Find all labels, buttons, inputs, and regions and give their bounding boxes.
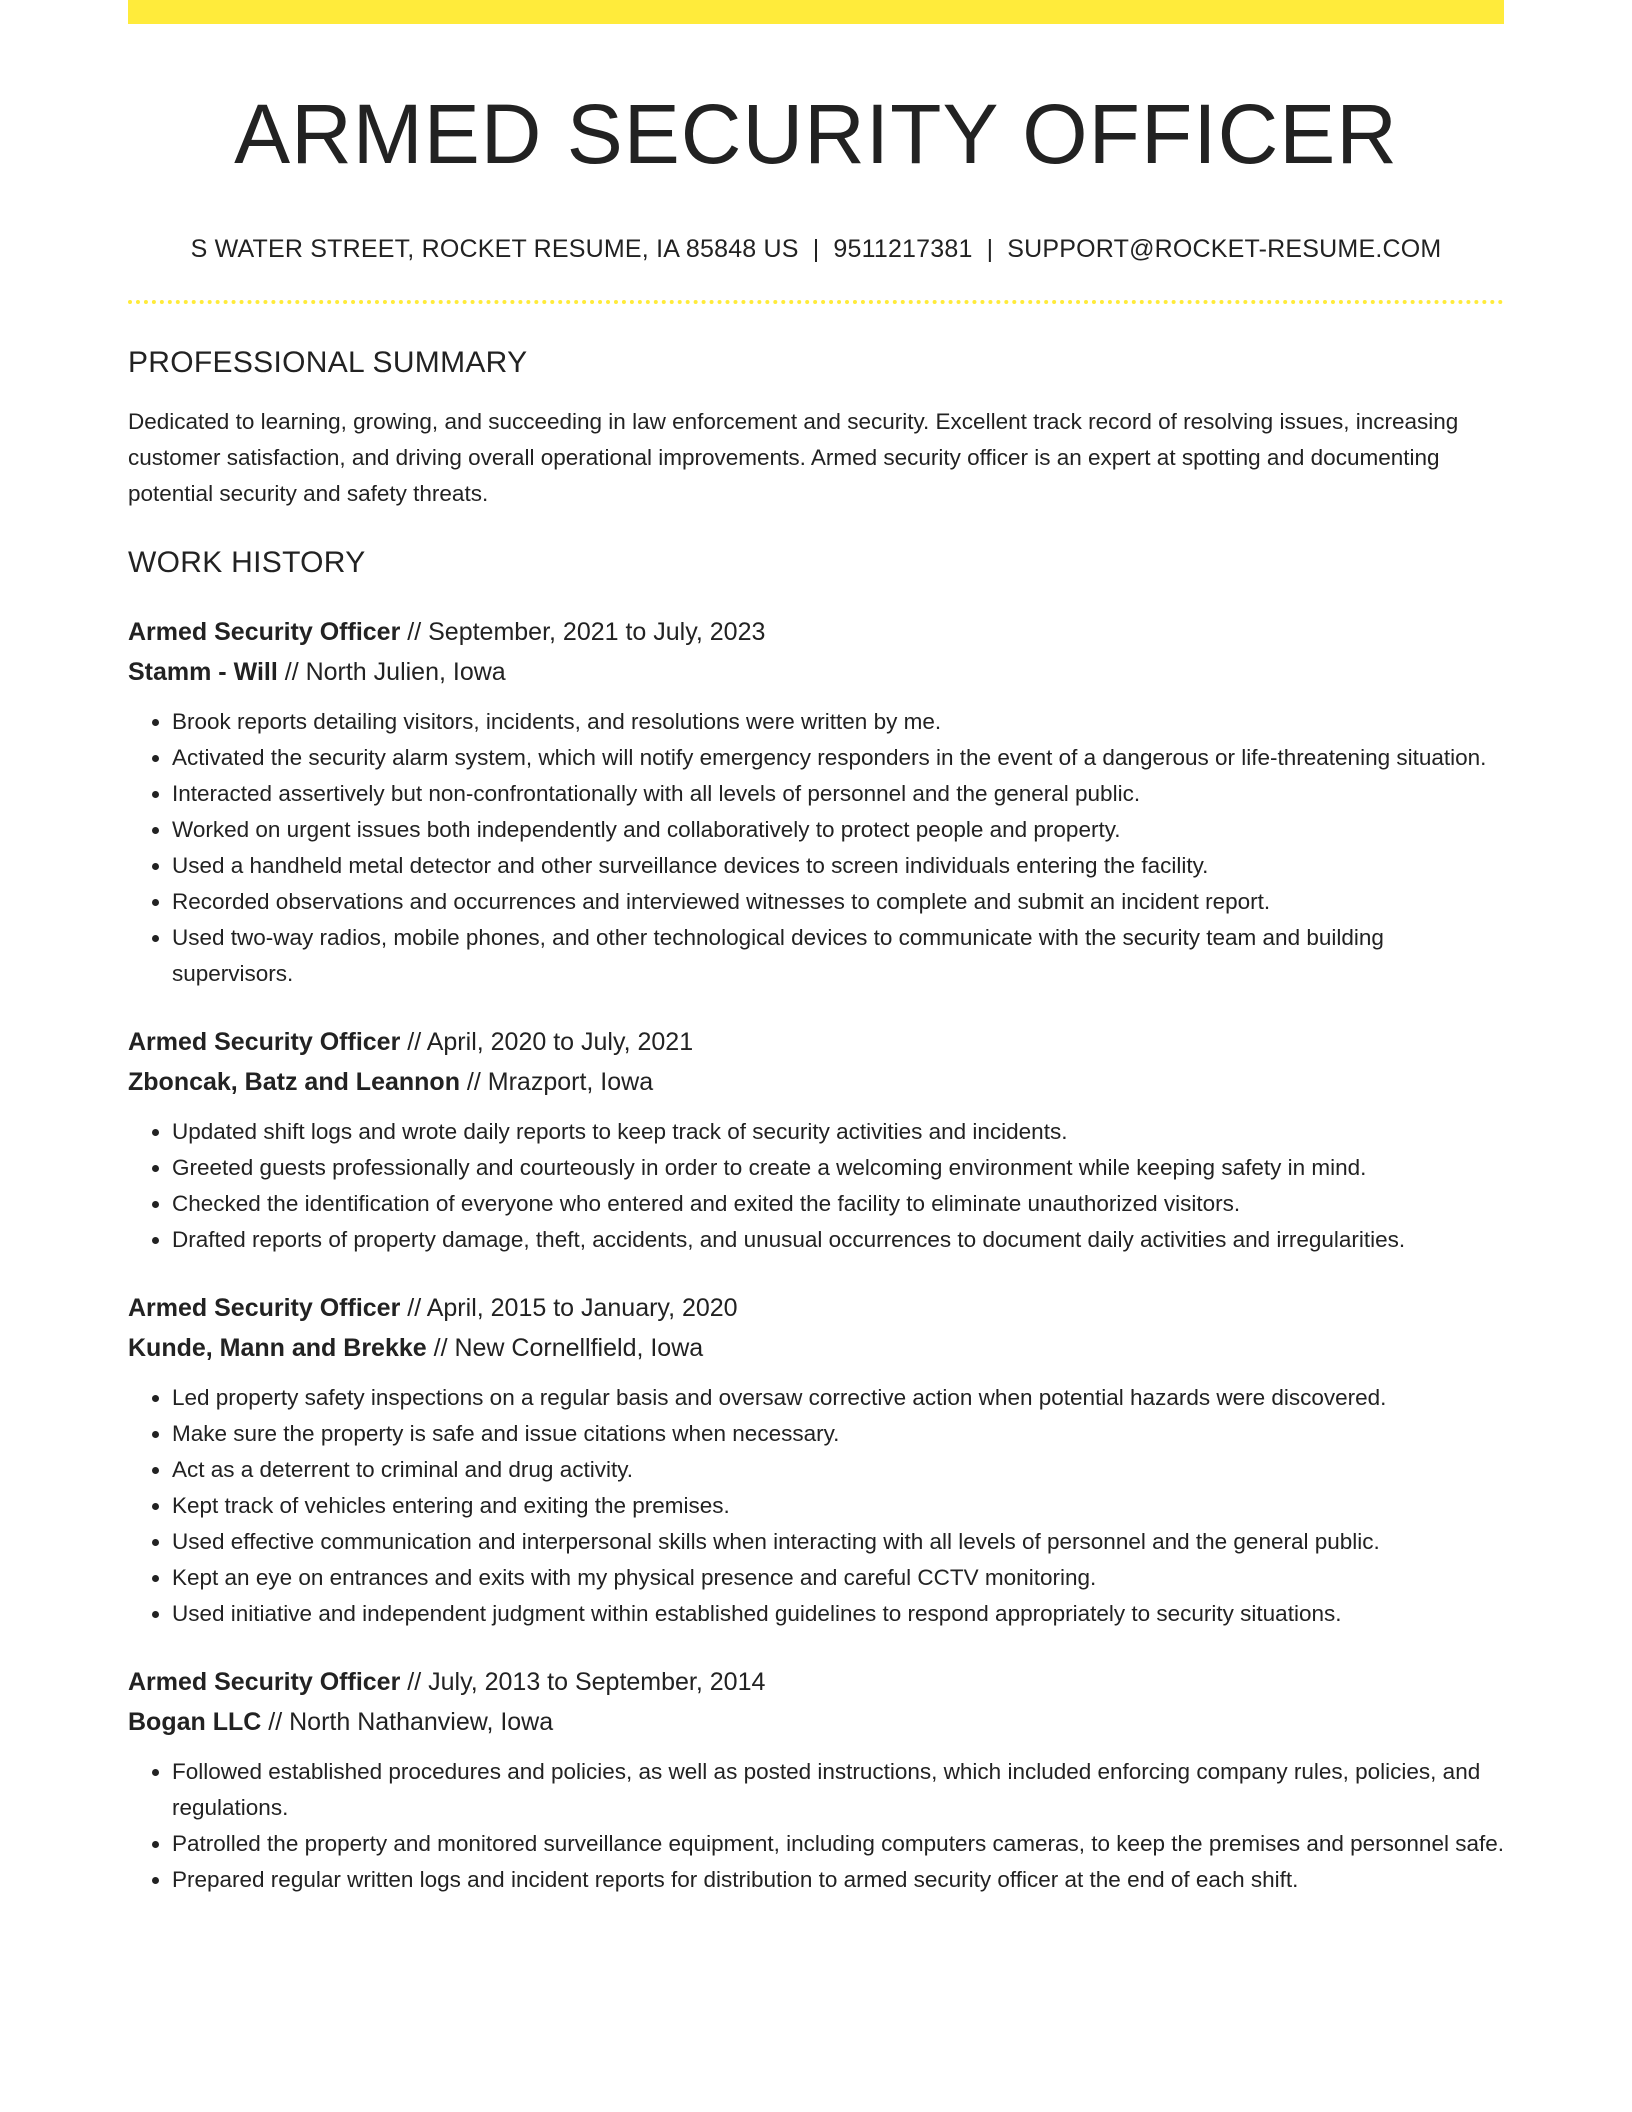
- job-bullet: • Patrolled the property and monitored surveillance equipment, including computers cameras, to keep the premises and personnel safe.: [172, 1826, 1504, 1862]
- job-title: Armed Security Officer: [128, 617, 401, 646]
- work-history-heading: WORK HISTORY: [128, 545, 366, 579]
- job-bullet: • Prepared regular written logs and incident reports for distribution to armed security officer at the end of each shift.: [172, 1862, 1504, 1898]
- job-bullet: • Used a handheld metal detector and other surveillance devices to screen individuals entering the facility.: [172, 848, 1504, 884]
- job-bullet: • Worked on urgent issues both independently and collaboratively to protect people and property.: [172, 812, 1504, 848]
- job-bullet-list: [128, 1114, 1504, 1258]
- job-bullet: • Led property safety inspections on a regular basis and oversaw corrective action when potential hazards were discovered.: [172, 1380, 1504, 1416]
- job-bullet-list: [128, 1380, 1504, 1632]
- job-title-line: [128, 1288, 1504, 1328]
- job-title: Armed Security Officer: [128, 1027, 401, 1056]
- contact-email: SUPPORT@ROCKET-RESUME.COM: [1007, 234, 1442, 263]
- job-bullet: • Updated shift logs and wrote daily reports to keep track of security activities and incidents.: [172, 1114, 1504, 1150]
- job-bullet: • Recorded observations and occurrences and interviewed witnesses to complete and submit an incident report.: [172, 884, 1504, 920]
- summary-text: Dedicated to learning, growing, and succeeding in law enforcement and security. Excellent track record of resolving issues, increasing customer satisfaction, and driving overall operational improvements. Armed security officer is an expert at spotting and documenting potential security and safety threats.: [128, 408, 1459, 506]
- job-dates: // April, 2015 to January, 2020: [400, 1293, 738, 1322]
- job-bullet: • Used initiative and independent judgment within established guidelines to respond appropriately to security situations.: [172, 1596, 1504, 1632]
- job-company: Kunde, Mann and Brekke: [128, 1333, 427, 1362]
- resume-page: [128, 0, 1504, 1898]
- job-bullet: • Make sure the property is safe and issue citations when necessary.: [172, 1416, 1504, 1452]
- job-company-line: [128, 1702, 1504, 1742]
- job-bullet: • Interacted assertively but non-confrontationally with all levels of personnel and the general public.: [172, 776, 1504, 812]
- job-title-line: [128, 1662, 1504, 1702]
- job-bullet: • Used effective communication and interpersonal skills when interacting with all levels of personnel and the general public.: [172, 1524, 1504, 1560]
- job-company-line: [128, 1328, 1504, 1368]
- job-bullet: • Followed established procedures and policies, as well as posted instructions, which included enforcing company rules, policies, and regulations.: [172, 1754, 1504, 1826]
- contact-separator: |: [812, 234, 820, 263]
- job-location: // New Cornellfield, Iowa: [426, 1333, 704, 1362]
- work-history-list: [128, 612, 1504, 1898]
- job-location: // Mrazport, Iowa: [459, 1067, 654, 1096]
- job-dates: // September, 2021 to July, 2023: [400, 617, 766, 646]
- contact-phone: 9511217381: [833, 234, 973, 263]
- job-bullet: • Drafted reports of property damage, theft, accidents, and unusual occurrences to document daily activities and irregularities.: [172, 1222, 1504, 1258]
- job-title-line: [128, 612, 1504, 652]
- contact-line: [128, 235, 1504, 264]
- job-bullet: • Act as a deterrent to criminal and drug activity.: [172, 1452, 1504, 1488]
- job-bullet: • Checked the identification of everyone who entered and exited the facility to eliminate unauthorized visitors.: [172, 1186, 1504, 1222]
- job-entry: [128, 612, 1504, 992]
- job-company-line: [128, 1062, 1504, 1102]
- job-bullet: • Brook reports detailing visitors, incidents, and resolutions were written by me.: [172, 704, 1504, 740]
- job-company: Zboncak, Batz and Leannon: [128, 1067, 460, 1096]
- job-dates: // April, 2020 to July, 2021: [400, 1027, 694, 1056]
- job-bullet-list: [128, 1754, 1504, 1898]
- job-bullet: • Kept track of vehicles entering and exiting the premises.: [172, 1488, 1504, 1524]
- job-bullet: • Greeted guests professionally and courteously in order to create a welcoming environment while keeping safety in mind.: [172, 1150, 1504, 1186]
- job-dates: // July, 2013 to September, 2014: [400, 1667, 766, 1696]
- job-title-line: [128, 1022, 1504, 1062]
- job-bullet: • Used two-way radios, mobile phones, and other technological devices to communicate with the security team and building supervisors.: [172, 920, 1504, 992]
- dotted-divider: [128, 300, 1504, 304]
- job-company: Bogan LLC: [128, 1707, 262, 1736]
- job-bullet: • Kept an eye on entrances and exits with my physical presence and careful CCTV monitoring.: [172, 1560, 1504, 1596]
- job-entry: [128, 1288, 1504, 1632]
- job-location: // North Nathanview, Iowa: [261, 1707, 554, 1736]
- job-bullet-list: [128, 704, 1504, 992]
- contact-separator: |: [986, 234, 994, 263]
- contact-address: S WATER STREET, ROCKET RESUME, IA 85848 US: [190, 234, 799, 263]
- job-company: Stamm - Will: [128, 657, 278, 686]
- job-title: Armed Security Officer: [128, 1293, 401, 1322]
- job-location: // North Julien, Iowa: [277, 657, 506, 686]
- header-accent-bar: [128, 0, 1504, 24]
- summary-heading: PROFESSIONAL SUMMARY: [128, 345, 528, 379]
- candidate-name: ARMED SECURITY OFFICER: [234, 87, 1398, 181]
- job-entry: [128, 1022, 1504, 1258]
- job-bullet: • Activated the security alarm system, which will notify emergency responders in the event of a dangerous or life-threatening situation.: [172, 740, 1504, 776]
- job-company-line: [128, 652, 1504, 692]
- job-entry: [128, 1662, 1504, 1898]
- job-title: Armed Security Officer: [128, 1667, 401, 1696]
